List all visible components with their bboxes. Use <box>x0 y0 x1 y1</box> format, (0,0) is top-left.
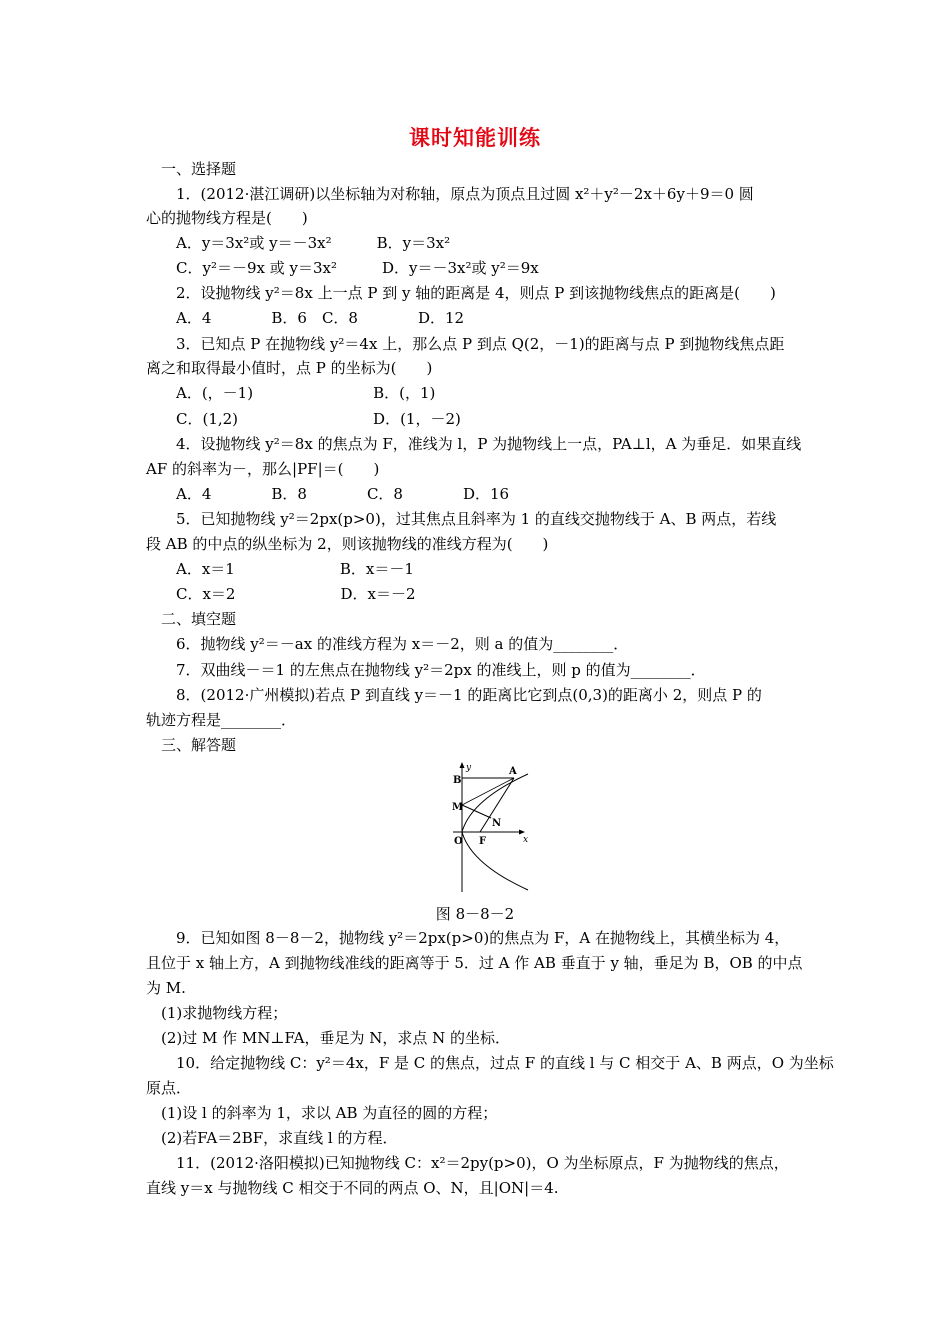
parabola-figure <box>443 760 543 892</box>
text-line-q1b: 心的抛物线方程是( ) <box>146 209 308 227</box>
label-b: B <box>453 775 462 786</box>
text-line-q3o2: C．(1,2) D．(1，－2) <box>176 410 461 428</box>
text-line-q10a: 10．给定抛物线 C：y²＝4x，F 是 C 的焦点，过点 F 的直线 l 与 C 相交于 A、B 两点，O 为坐标 <box>146 1054 834 1072</box>
y-arrow <box>460 762 465 768</box>
text-line-q5a: 5．已知抛物线 y²＝2px(p>0)，过其焦点且斜率为 1 的直线交抛物线于 A、B 两点，若线 <box>146 510 777 528</box>
label-m: M <box>452 802 464 813</box>
text-line-q1a: 1．(2012·湛江调研)以坐标轴为对称轴，原点为顶点且过圆 x²＋y²－2x＋6y＋9＝0 圆 <box>146 185 754 203</box>
text-line-q1o1: A．y＝3x²或 y＝－3x² B．y＝3x² <box>176 234 451 252</box>
text-line-q8a: 8．(2012·广州模拟)若点 P 到直线 y＝－1 的距离比它到点(0,3)的距离小 2，则点 P 的 <box>146 686 762 704</box>
text-line-q11a: 11．(2012·洛阳模拟)已知抛物线 C：x²＝2py(p>0)，O 为坐标原点，F 为抛物线的焦点， <box>146 1154 789 1172</box>
text-line-q9a: 9．已知如图 8－8－2，抛物线 y²＝2px(p>0)的焦点为 F，A 在抛物线上，其横坐标为 4， <box>146 929 790 947</box>
text-line-q9s1: (1)求抛物线方程； <box>146 1004 288 1022</box>
text-line-q5o1: A．x＝1 B．x＝－1 <box>176 560 414 578</box>
text-line-q3b: 离之和取得最小值时，点 P 的坐标为( ) <box>146 359 433 377</box>
label-o: O <box>454 836 463 847</box>
text-line-q2o: A．4 B．6 C．8 D．12 <box>176 309 465 327</box>
label-n: N <box>492 818 502 829</box>
figure-caption: 图 8－8－2 <box>435 905 515 923</box>
label-y: y <box>466 763 472 773</box>
text-line-q5o2: C．x＝2 D．x＝－2 <box>176 585 416 603</box>
text-line-q4b: AF 的斜率为－，那么|PF|＝( ) <box>146 460 380 478</box>
text-line-q10b: 原点． <box>146 1079 192 1097</box>
text-line-q9c: 为 M. <box>146 979 186 997</box>
text-line-q2: 2．设抛物线 y²＝8x 上一点 P 到 y 轴的距离是 4，则点 P 到该抛物线焦点的距离是( ) <box>146 284 776 302</box>
text-line-q4o: A．4 B．8 C．8 D．16 <box>176 485 510 503</box>
label-a: A <box>509 766 517 777</box>
text-line-s2: 二、填空题 <box>146 610 237 628</box>
text-line-q3o1: A．(，－1) B．(，1) <box>176 384 436 402</box>
text-line-q5b: 段 AB 的中点的纵坐标为 2，则该抛物线的准线方程为( ) <box>146 535 549 553</box>
text-line-q9b: 且位于 x 轴上方，A 到抛物线准线的距离等于 5．过 A 作 AB 垂直于 y 轴，垂足为 B，OB 的中点 <box>146 954 803 972</box>
text-line-q4a: 4．设抛物线 y²＝8x 的焦点为 F，准线为 l，P 为抛物线上一点，PA⊥l，A 为垂足．如果直线 <box>146 435 802 453</box>
segment-mn <box>462 805 491 818</box>
text-line-q8b: 轨迹方程是________． <box>146 711 297 729</box>
text-line-q11b: 直线 y＝x 与抛物线 C 相交于不同的两点 O、N，且|ON|＝4. <box>146 1179 559 1197</box>
text-line-q10s1: (1)设 l 的斜率为 1，求以 AB 为直径的圆的方程； <box>146 1104 498 1122</box>
text-line-q7: 7．双曲线－＝1 的左焦点在抛物线 y²＝2px 的准线上，则 p 的值为________． <box>146 661 706 679</box>
label-x: x <box>523 835 529 845</box>
page-title: 课时知能训练 <box>409 126 541 150</box>
text-line-q10s2: (2)若FA＝2BF，求直线 l 的方程． <box>146 1129 398 1147</box>
text-line-q3a: 3．已知点 P 在抛物线 y²＝4x 上，那么点 P 到点 Q(2，－1)的距离与点 P 到抛物线焦点距 <box>146 335 785 353</box>
text-line-q6: 6．抛物线 y²＝－ax 的准线方程为 x＝－2，则 a 的值为________． <box>146 635 629 653</box>
text-line-s1: 一、选择题 <box>146 160 237 178</box>
x-arrow <box>519 830 525 835</box>
label-f: F <box>479 836 487 847</box>
text-line-q1o2: C．y²＝－9x 或 y＝3x² D．y＝－3x²或 y²＝9x <box>176 259 539 277</box>
text-line-q9s2: (2)过 M 作 MN⊥FA，垂足为 N，求点 N 的坐标． <box>146 1029 510 1047</box>
segment-ma <box>462 778 514 805</box>
text-line-s3: 三、解答题 <box>146 736 237 754</box>
